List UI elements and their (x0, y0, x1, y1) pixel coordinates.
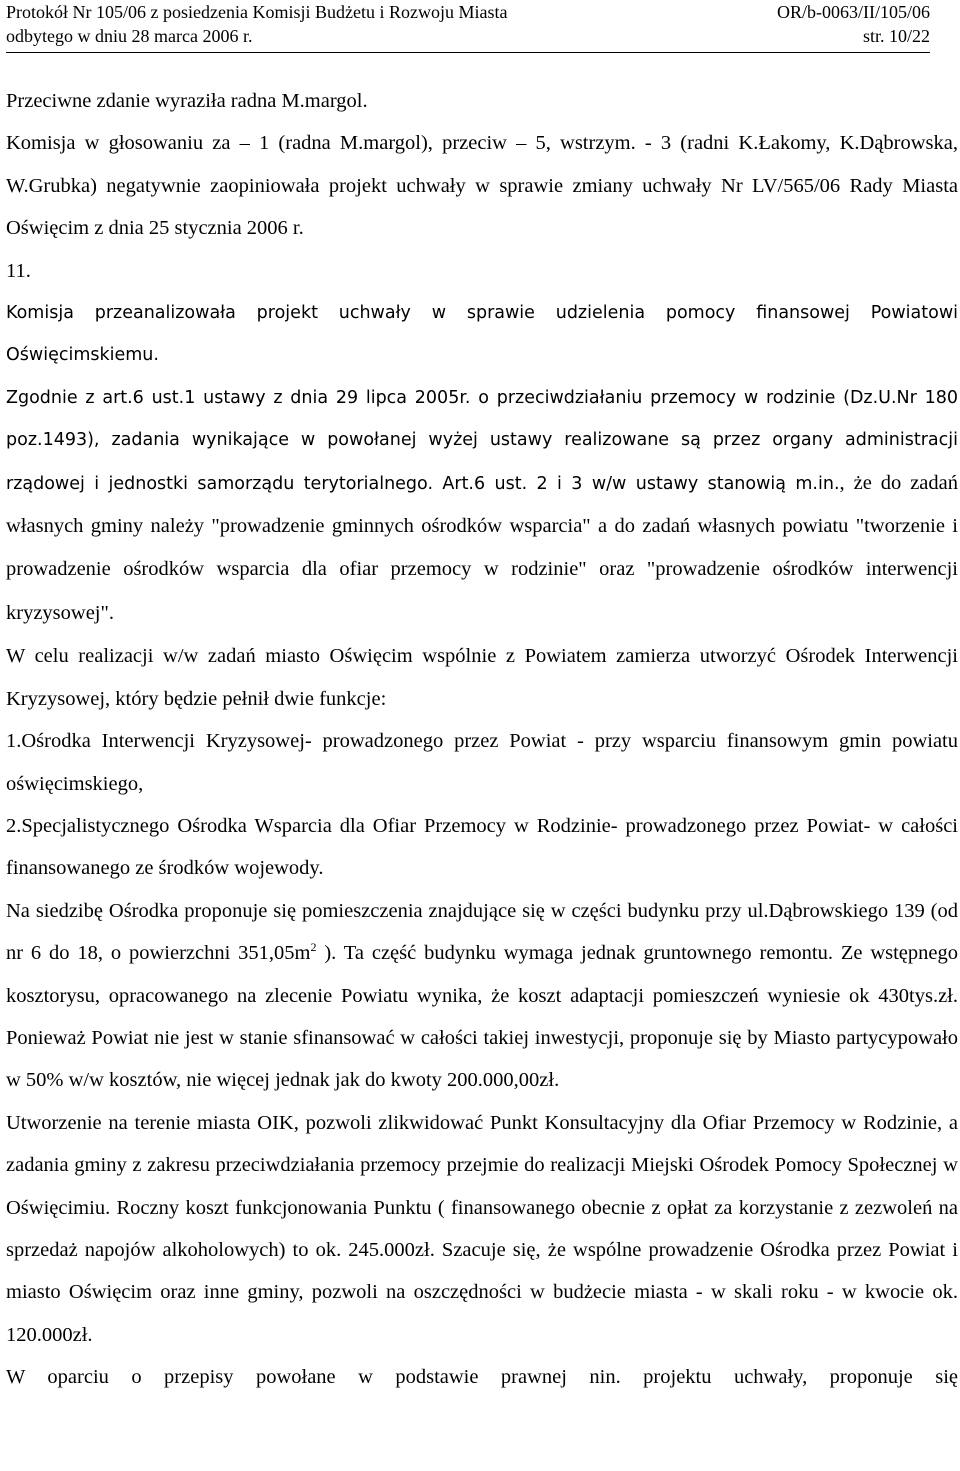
paragraph-text: Zgodnie z art.6 ust.1 ustawy z dnia 29 lipca 2005r. o przeciwdziałaniu przemocy w rodzinie (Dz.U.Nr 180 poz.1493), zadania wynikające w powołanej wyżej ustawy realizowane są przez organy administracji rządowej i jednostki samorządu terytorialnego. Art.6 ust. 2 i 3 w/w ustawy stanowią m.in. (6, 387, 958, 494)
section-number: 11. (6, 259, 31, 282)
document-body (6, 80, 958, 1399)
paragraph: W celu realizacji w/w zadań miasto Oświęcim wspólnie z Powiatem zamierza utworzyć Ośrodek Interwencji Kryzysowej, który będzie pełnił dwie funkcje: (6, 645, 958, 710)
paragraph: W oparciu o przepisy powołane w podstawie prawnej nin. projektu uchwały, proponuje się (6, 1366, 958, 1389)
meeting-date: odbytego w dniu 28 marca 2006 r. (6, 26, 253, 46)
paragraph: Komisja w głosowaniu za – 1 (radna M.margol), przeciw – 5, wstrzym. - 3 (radni K.Łakomy, K.Dąbrowska, W.Grubka) negatywnie zaopiniowała projekt uchwały w sprawie zmiany uchwały Nr LV/565/06 Rady Miasta Oświęcim z dnia 25 stycznia 2006 r. (6, 132, 958, 240)
document-reference: OR/b-0063/II/105/06 (777, 2, 930, 22)
protocol-title: Protokół Nr 105/06 z posiedzenia Komisji Budżetu i Rozwoju Miasta (6, 2, 508, 22)
paragraph: Przeciwne zdanie wyraziła radna M.margol. (6, 90, 368, 112)
paragraph: 1.Ośrodka Interwencji Kryzysowej- prowadzonego przez Powiat - przy wsparciu finansowym gmin powiatu oświęcimskiego, (6, 730, 958, 795)
paragraph-text: , że do zadań własnych gminy należy "prowadzenie gminnych ośrodków wsparcia" a do zadań własnych powiatu "tworzenie i prowadzenie ośrodków wsparcia dla ofiar przemocy w rodzinie" oraz "prowadzenie ośrodków interwencji kryzysowej". (6, 471, 958, 624)
paragraph: Utworzenie na terenie miasta OIK, pozwoli zlikwidować Punkt Konsultacyjny dla Ofiar Przemocy w Rodzinie, a zadania gminy z zakresu przeciwdziałania przemocy przejmie do realizacji Miejski Ośrodek Pomocy Społecznej w Oświęcimiu. Roczny koszt funkcjonowania Punktu ( finansowanego obecnie z opłat za korzystanie z zezwoleń na sprzedaż napojów alkoholowych) to ok. 245.000zł. Szacuje się, że wspólne prowadzenie Ośrodka przez Powiat i miasto Oświęcim oraz inne gminy, pozwoli na oszczędności w budżecie miasta - w skali roku - w kwocie ok. 120.000zł. (6, 1111, 958, 1346)
superscript: 2 (310, 940, 317, 955)
paragraph: 2.Specjalistycznego Ośrodka Wsparcia dla Ofiar Przemocy w Rodzinie- prowadzonego przez Powiat- w całości finansowanego ze środków wojewody. (6, 814, 958, 880)
paragraph (6, 890, 958, 1102)
paragraph-text: ). Ta część budynku wymaga jednak gruntownego remontu. Ze wstępnego kosztorysu, opracowanego na zlecenie Powiatu wynika, że koszt adaptacji pomieszczeń wyniesie ok 430tys.zł. Ponieważ Powiat nie jest w stanie sfinansować w całości takiej inwestycji, proponuje się by Miasto partycypowało w 50% w/w kosztów, nie więcej jednak jak do kwoty 200.000,00zł. (6, 942, 958, 1092)
paragraph: Komisja przeanalizowała projekt uchwały w sprawie udzielenia pomocy finansowej Powiatowi Oświęcimskiemu. (6, 303, 958, 366)
page-number: str. 10/22 (862, 26, 930, 46)
paragraph-text: Na siedzibę Ośrodka proponuje się pomieszczenia znajdujące się w części budynku przy ul.Dąbrowskiego 139 (od nr 6 do 18, o powierzchni 351,05m (6, 899, 958, 965)
paragraph (6, 377, 958, 635)
page-header (6, 0, 930, 53)
